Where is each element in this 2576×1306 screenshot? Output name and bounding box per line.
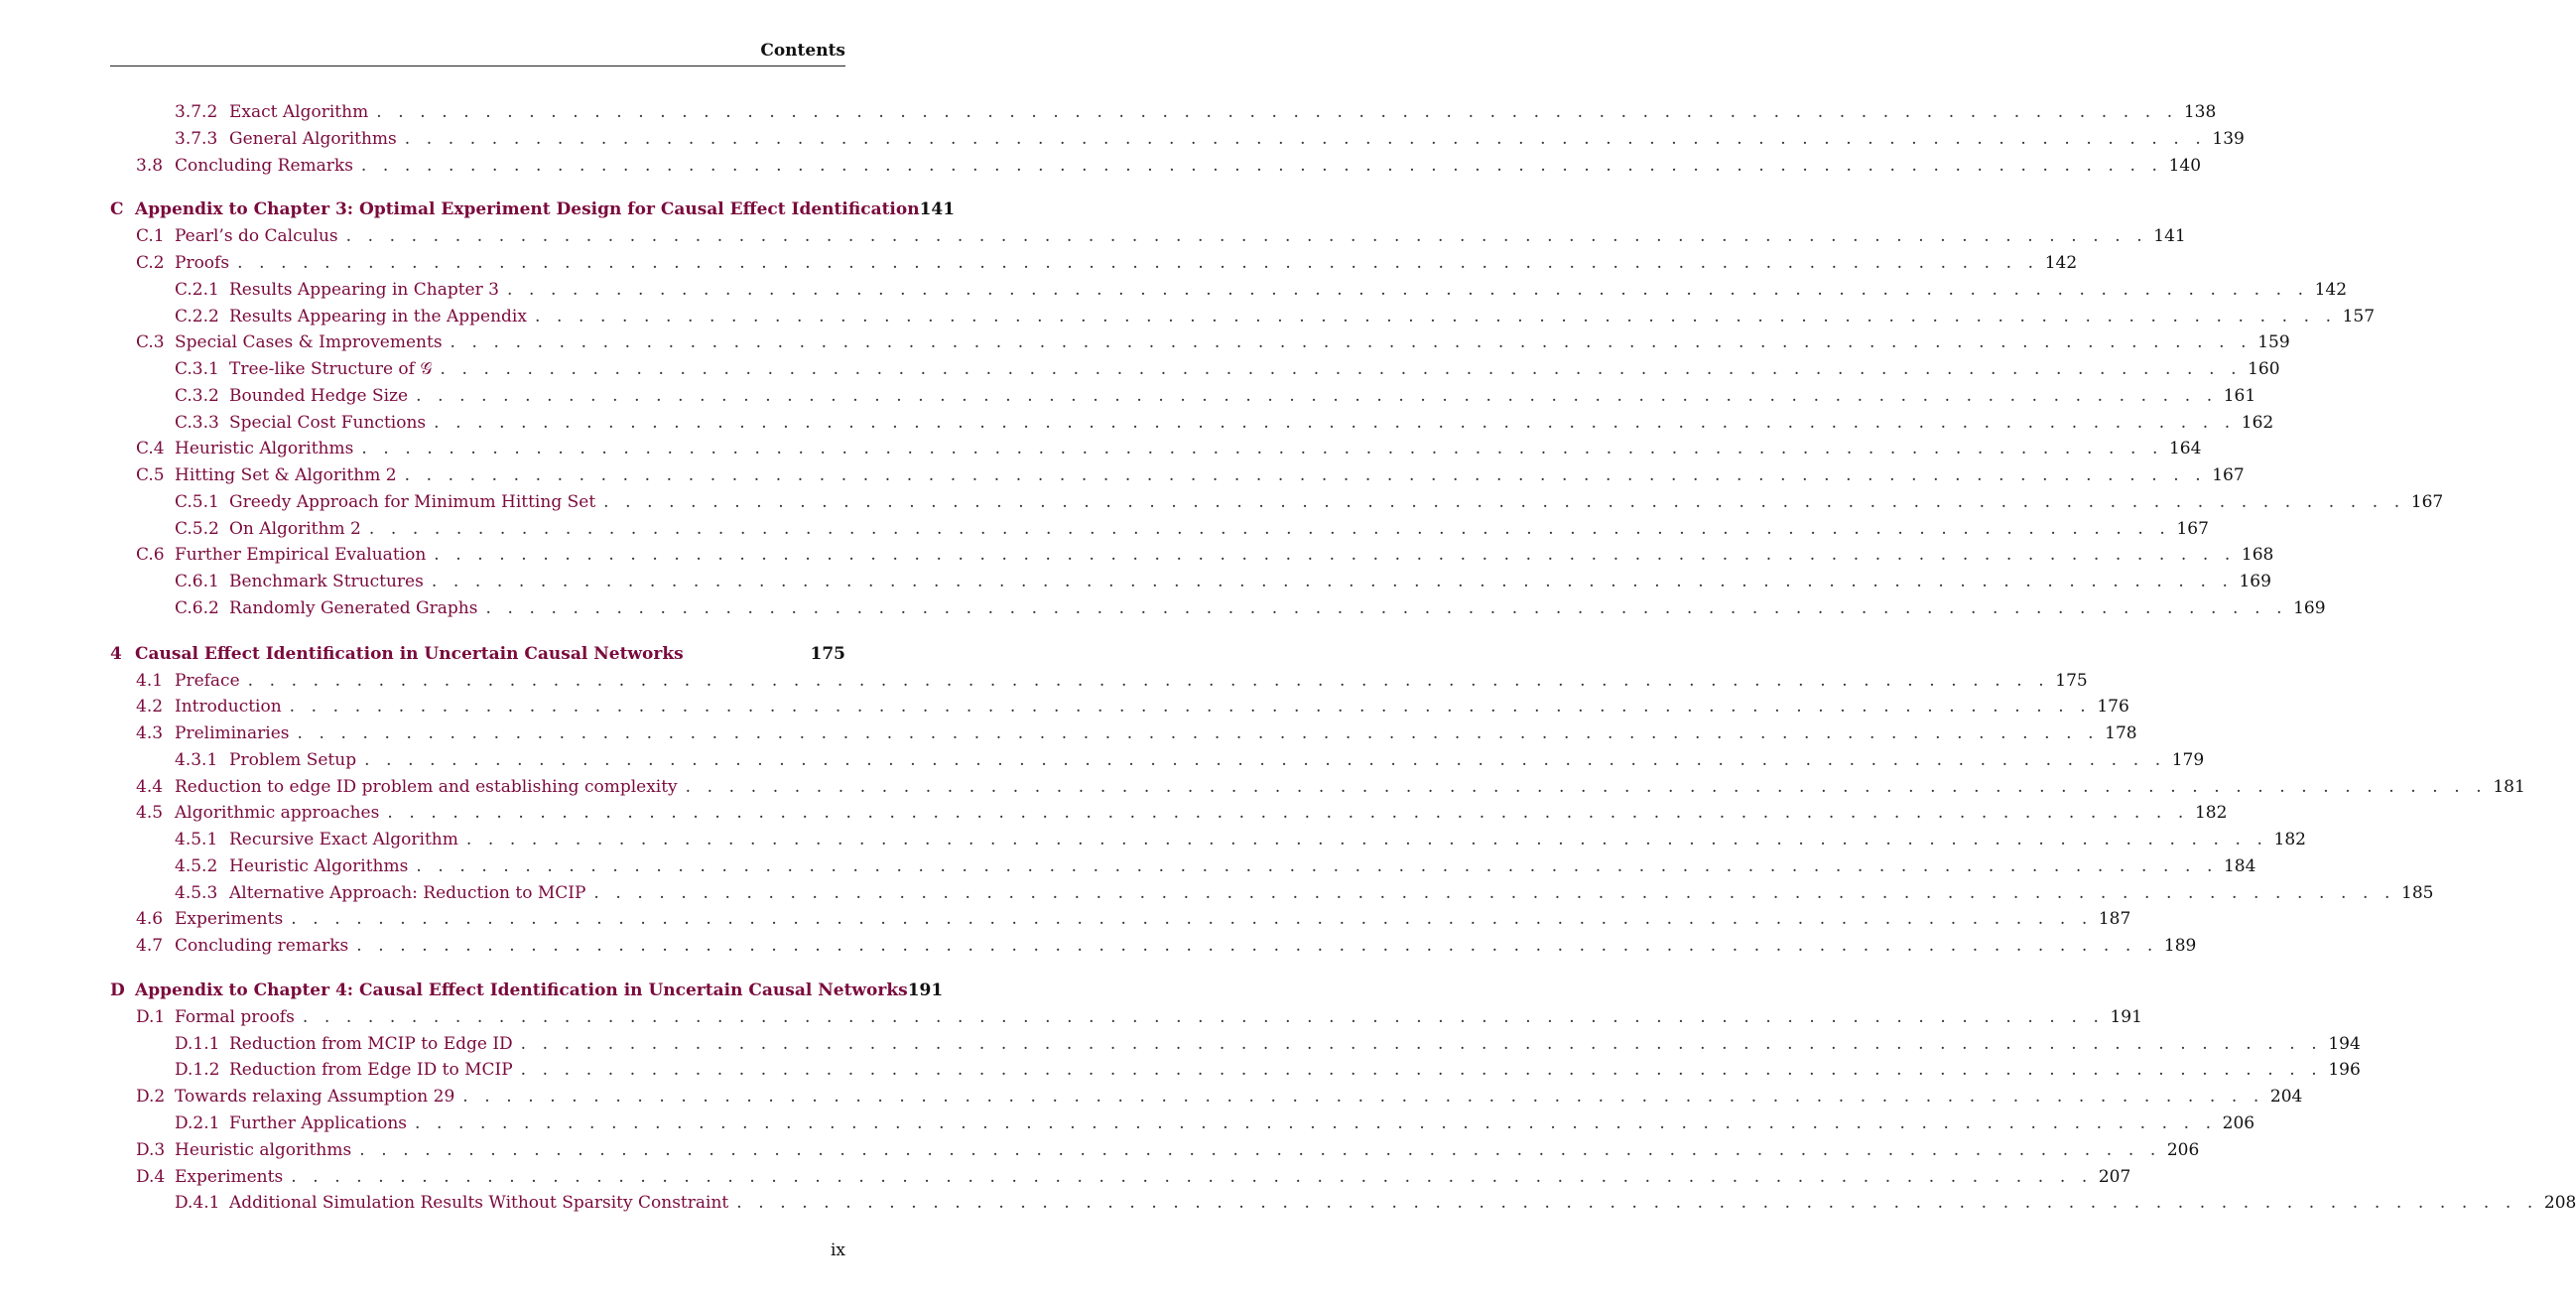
entry-page-number: 167 — [2410, 492, 2444, 512]
entry-page-number: 141 — [2153, 226, 2186, 246]
toc-entry[interactable] — [110, 694, 2129, 719]
entry-number: 3.8 — [136, 156, 164, 176]
entry-page-number: 206 — [2166, 1140, 2200, 1160]
entry-title[interactable]: Hitting Set & Algorithm 2 — [175, 465, 397, 485]
entry-title[interactable]: Towards relaxing Assumption 29 — [175, 1087, 455, 1107]
dot-leader: . . . . . . . . . . . . . . . . . . . . . . . . . . . . . . . . . . . . . . . . . . . . . . . . . . . . . . . . . . . . . . . . . . . . . . . . . . . . . . . . . . . — [247, 671, 2050, 691]
dot-leader: . . . . . . . . . . . . . . . . . . . . . . . . . . . . . . . . . . . . . . . . . . . . . . . . . . . . . . . . . . . . . . . . . . . . . . . . . . . . . . . . . . . — [237, 253, 2039, 273]
toc-entry[interactable] — [110, 516, 2209, 542]
toc-entry[interactable] — [110, 853, 2256, 879]
entry-title[interactable]: Causal Effect Identification in Uncertain Causal Networks — [135, 644, 684, 664]
entry-number: 4.3 — [136, 723, 164, 743]
entry-title[interactable]: Randomly Generated Graphs — [229, 598, 478, 618]
entry-page-number: 161 — [2223, 386, 2256, 406]
entry-number: 4.2 — [136, 697, 164, 717]
entry-title[interactable]: Proofs — [175, 253, 230, 273]
running-header — [110, 40, 845, 66]
dot-leader: . . . . . . . . . . . . . . . . . . . . . . . . . . . . . . . . . . . . . . . . . . . . . . . . . . . . . . . . . . . . . . . . . . . . . . . . . . . . . . . . . . . — [603, 492, 2405, 512]
entry-number: C.3.3 — [175, 413, 219, 433]
entry-page-number: 164 — [2168, 439, 2202, 458]
toc-entry[interactable] — [110, 383, 2256, 409]
entry-number: C.5.2 — [175, 519, 219, 539]
entry-number: C.4 — [136, 439, 165, 458]
dot-leader: . . . . . . . . . . . . . . . . . . . . . . . . . . . . . . . . . . . . . . . . . . . . . . . . . . . . . . . . . . . . . . . . . . . . . . . . . . . . . . . . . . . — [404, 129, 2207, 149]
entry-title[interactable]: Problem Setup — [229, 750, 357, 770]
entry-page-number: 167 — [2212, 465, 2245, 485]
toc-entry[interactable] — [110, 774, 2525, 800]
toc-entry[interactable] — [110, 827, 2306, 852]
dot-leader: . . . . . . . . . . . . . . . . . . . . . . . . . . . . . . . . . . . . . . . . . . . . . . . . . . . . . . . . . . . . . . . . . . . . . . . . . . . . . . . . . . . — [345, 226, 2148, 246]
entry-title[interactable]: Reduction from MCIP to Edge ID — [229, 1034, 513, 1054]
dot-leader: . . . . . . . . . . . . . . . . . . . . . . . . . . . . . . . . . . . . . . . . . . . . . . . . . . . . . . . . . . . . . . . . . . . . . . . . . . . . . . . . . . . — [520, 1034, 2323, 1054]
entry-title[interactable]: Algorithmic approaches — [175, 803, 380, 823]
dot-leader: . . . . . . . . . . . . . . . . . . . . . . . . . . . . . . . . . . . . . . . . . . . . . . . . . . . . . . . . . . . . . . . . . . . . . . . . . . . . . . . . . . . — [364, 750, 2166, 770]
dot-leader: . . . . . . . . . . . . . . . . . . . . . . . . . . . . . . . . . . . . . . . . . . . . . . . . . . . . . . . . . . . . . . . . . . . . . . . . . . . . . . . . . . . — [450, 332, 2253, 352]
entry-page-number: 207 — [2098, 1167, 2131, 1187]
entry-number: D.4 — [136, 1167, 166, 1187]
entry-number: C.1 — [136, 226, 165, 246]
entry-page-number: 208 — [2543, 1193, 2576, 1213]
entry-number: D.2 — [136, 1087, 166, 1107]
entry-page-number: 181 — [2493, 777, 2525, 797]
entry-page-number: 175 — [810, 644, 845, 664]
entry-page-number: 159 — [2257, 332, 2290, 352]
toc-entry[interactable] — [110, 1190, 2576, 1216]
entry-page-number: 196 — [2328, 1060, 2361, 1080]
toc-entry[interactable] — [110, 800, 2228, 826]
toc-entry[interactable] — [110, 126, 2245, 152]
page-number: ix — [830, 1241, 845, 1260]
entry-title[interactable]: Preface — [175, 671, 240, 691]
dot-leader: . . . . . . . . . . . . . . . . . . . . . . . . . . . . . . . . . . . . . . . . . . . . . . . . . . . . . . . . . . . . . . . . . . . . . . . . . . . . . . . . . . . — [289, 697, 2092, 717]
entry-title[interactable]: Appendix to Chapter 4: Causal Effect Identification in Uncertain Causal Networks — [135, 980, 908, 1000]
dot-leader: . . . . . . . . . . . . . . . . . . . . . . . . . . . . . . . . . . . . . . . . . . . . . . . . . . . . . . . . . . . . . . . . . . . . . . . . . . . . . . . . . . . — [297, 723, 2100, 743]
entry-number: C — [110, 199, 124, 219]
toc-entry[interactable] — [110, 1031, 2361, 1057]
toc-entry[interactable] — [110, 720, 2137, 746]
toc-entry[interactable] — [110, 906, 2131, 932]
entry-page-number: 184 — [2223, 856, 2256, 876]
entry-number: 3.7.2 — [175, 102, 218, 122]
toc-entry[interactable] — [110, 99, 2217, 125]
dot-leader: . . . . . . . . . . . . . . . . . . . . . . . . . . . . . . . . . . . . . . . . . . . . . . . . . . . . . . . . . . . . . . . . . . . . . . . . . . . . . . . . . . . — [291, 1167, 2093, 1187]
toc-entry[interactable] — [110, 595, 2326, 621]
entry-page-number: 139 — [2212, 129, 2245, 149]
dot-leader: . . . . . . . . . . . . . . . . . . . . . . . . . . . . . . . . . . . . . . . . . . . . . . . . . . . . . . . . . . . . . . . . . . . . . . . . . . . . . . . . . . . — [465, 830, 2268, 849]
entry-number: 4.7 — [136, 936, 164, 956]
toc-entry[interactable] — [110, 356, 2280, 382]
entry-number: D.4.1 — [175, 1193, 220, 1213]
entry-title[interactable]: Results Appearing in Chapter 3 — [229, 280, 499, 300]
entry-title[interactable]: Alternative Approach: Reduction to MCIP — [229, 883, 586, 903]
entry-number: 4.5.3 — [175, 883, 218, 903]
dot-leader: . . . . . . . . . . . . . . . . . . . . . . . . . . . . . . . . . . . . . . . . . . . . . . . . . . . . . . . . . . . . . . . . . . . . . . . . . . . . . . . . . . . — [434, 413, 2236, 433]
entry-title[interactable]: Heuristic algorithms — [175, 1140, 352, 1160]
toc-entry[interactable] — [110, 153, 2202, 179]
entry-page-number: 189 — [2163, 936, 2197, 956]
entry-number: C.2.1 — [175, 280, 219, 300]
entry-page-number: 182 — [2273, 830, 2306, 849]
dot-leader: . . . . . . . . . . . . . . . . . . . . . . . . . . . . . . . . . . . . . . . . . . . . . . . . . . . . . . . . . . . . . . . . . . . . . . . . . . . . . . . . . . . — [593, 883, 2396, 903]
entry-page-number: 157 — [2342, 307, 2376, 326]
entry-number: C.6.2 — [175, 598, 219, 618]
entry-page-number: 179 — [2171, 750, 2205, 770]
entry-page-number: 169 — [2239, 572, 2271, 591]
entry-title[interactable]: Appendix to Chapter 3: Optimal Experiment Design for Causal Effect Identification — [135, 199, 920, 219]
toc-entry[interactable] — [110, 668, 2088, 694]
dot-leader: . . . . . . . . . . . . . . . . . . . . . . . . . . . . . . . . . . . . . . . . . . . . . . . . . . . . . . . . . . . . . . . . . . . . . . . . . . . . . . . . . . . — [404, 465, 2207, 485]
entry-page-number: 167 — [2176, 519, 2209, 539]
toc-entry[interactable] — [110, 747, 2205, 773]
toc-entry[interactable] — [110, 329, 2290, 355]
dot-leader: . . . . . . . . . . . . . . . . . . . . . . . . . . . . . . . . . . . . . . . . . . . . . . . . . . . . . . . . . . . . . . . . . . . . . . . . . . . . . . . . . . . — [431, 572, 2234, 591]
entry-title[interactable]: Experiments — [175, 1167, 284, 1187]
dot-leader: . . . . . . . . . . . . . . . . . . . . . . . . . . . . . . . . . . . . . . . . . . . . . . . . . . . . . . . . . . . . . . . . . . . . . . . . . . . . . . . . . . . — [520, 1060, 2323, 1080]
entry-page-number: 160 — [2248, 359, 2280, 379]
toc-entry[interactable] — [110, 250, 2078, 276]
entry-page-number: 169 — [2293, 598, 2326, 618]
entry-title[interactable]: Preliminaries — [175, 723, 290, 743]
entry-page-number: 178 — [2105, 723, 2137, 743]
entry-number: D — [110, 980, 125, 1000]
entry-title[interactable]: Heuristic Algorithms — [175, 439, 354, 458]
toc-entry[interactable] — [110, 1057, 2361, 1083]
header-title: Contents — [760, 41, 845, 61]
dot-leader: . . . . . . . . . . . . . . . . . . . . . . . . . . . . . . . . . . . . . . . . . . . . . . . . . . . . . . . . . . . . . . . . . . . . . . . . . . . . . . . . . . . — [534, 307, 2337, 326]
entry-page-number: 142 — [2044, 253, 2078, 273]
entry-title[interactable]: Concluding Remarks — [175, 156, 353, 176]
entry-title[interactable]: Bounded Hedge Size — [229, 386, 409, 406]
entry-page-number: 194 — [2328, 1034, 2361, 1054]
entry-page-number: 185 — [2401, 883, 2434, 903]
toc-entry[interactable] — [110, 436, 2202, 461]
toc-entry[interactable] — [110, 1004, 2142, 1030]
toc-entry[interactable] — [110, 933, 2197, 959]
entry-number: C.5 — [136, 465, 165, 485]
entry-title[interactable]: Pearl’s do Calculus — [175, 226, 338, 246]
entry-title[interactable]: Reduction from Edge ID to MCIP — [229, 1060, 513, 1080]
entry-title[interactable]: Special Cost Functions — [229, 413, 427, 433]
dot-leader: . . . . . . . . . . . . . . . . . . . . . . . . . . . . . . . . . . . . . . . . . . . . . . . . . . . . . . . . . . . . . . . . . . . . . . . . . . . . . . . . . . . — [506, 280, 2309, 300]
entry-page-number: 141 — [919, 199, 956, 219]
entry-title[interactable]: Experiments — [175, 909, 284, 929]
dot-leader: . . . . . . . . . . . . . . . . . . . . . . . . . . . . . . . . . . . . . . . . . . . . . . . . . . . . . . . . . . . . . . . . . . . . . . . . . . . . . . . . . . . — [434, 545, 2236, 565]
dot-leader: . . . . . . . . . . . . . . . . . . . . . . . . . . . . . . . . . . . . . . . . . . . . . . . . . . . . . . . . . . . . . . . . . . . . . . . . . . . . . . . . . . . — [440, 359, 2243, 379]
toc-chapter-entry[interactable] — [110, 978, 944, 1003]
entry-title[interactable]: On Algorithm 2 — [229, 519, 361, 539]
entry-title[interactable]: General Algorithms — [229, 129, 397, 149]
toc-entry[interactable] — [110, 1137, 2200, 1163]
entry-page-number: 138 — [2183, 102, 2217, 122]
entry-number: 4.5.2 — [175, 856, 218, 876]
toc-entry[interactable] — [110, 489, 2444, 515]
toc-entry[interactable] — [110, 462, 2245, 488]
toc-entry[interactable] — [110, 880, 2434, 906]
entry-number: D.1.2 — [175, 1060, 220, 1080]
entry-title[interactable]: Recursive Exact Algorithm — [229, 830, 458, 849]
entry-title[interactable]: Greedy Approach for Minimum Hitting Set — [229, 492, 596, 512]
dot-leader: . . . . . . . . . . . . . . . . . . . . . . . . . . . . . . . . . . . . . . . . . . . . . . . . . . . . . . . . . . . . . . . . . . . . . . . . . . . . . . . . . . . — [462, 1087, 2264, 1107]
dot-leader: . . . . . . . . . . . . . . . . . . . . . . . . . . . . . . . . . . . . . . . . . . . . . . . . . . . . . . . . . . . . . . . . . . . . . . . . . . . . . . . . . . . — [368, 519, 2171, 539]
dot-leader: . . . . . . . . . . . . . . . . . . . . . . . . . . . . . . . . . . . . . . . . . . . . . . . . . . . . . . . . . . . . . . . . . . . . . . . . . . . . . . . . . . . — [360, 156, 2163, 176]
entry-page-number: 175 — [2055, 671, 2088, 691]
entry-page-number: 162 — [2241, 413, 2274, 433]
entry-number: 4.6 — [136, 909, 164, 929]
entry-page-number: 204 — [2269, 1087, 2303, 1107]
entry-title[interactable]: Heuristic Algorithms — [229, 856, 409, 876]
entry-title[interactable]: Benchmark Structures — [229, 572, 424, 591]
dot-leader: . . . . . . . . . . . . . . . . . . . . . . . . . . . . . . . . . . . . . . . . . . . . . . . . . . . . . . . . . . . . . . . . . . . . . . . . . . . . . . . . . . . — [361, 439, 2163, 458]
entry-number: C.3 — [136, 332, 165, 352]
entry-number: 4.5.1 — [175, 830, 218, 849]
toc-entry[interactable] — [110, 1164, 2131, 1190]
entry-title[interactable]: Further Applications — [229, 1113, 407, 1133]
entry-number: 4.5 — [136, 803, 164, 823]
entry-number: D.2.1 — [175, 1113, 220, 1133]
dot-leader: . . . . . . . . . . . . . . . . . . . . . . . . . . . . . . . . . . . . . . . . . . . . . . . . . . . . . . . . . . . . . . . . . . . . . . . . . . . . . . . . . . . — [416, 856, 2218, 876]
entry-title[interactable]: Tree-like Structure of 𝒢 — [229, 359, 433, 379]
toc-chapter-entry[interactable] — [110, 641, 845, 667]
entry-title[interactable]: Concluding remarks — [175, 936, 349, 956]
entry-page-number: 140 — [2168, 156, 2202, 176]
entry-page-number: 191 — [2110, 1007, 2142, 1027]
toc-entry[interactable] — [110, 410, 2274, 436]
entry-page-number: 182 — [2194, 803, 2228, 823]
dot-leader: . . . . . . . . . . . . . . . . . . . . . . . . . . . . . . . . . . . . . . . . . . . . . . . . . . . . . . . . . . . . . . . . . . . . . . . . . . . . . . . . . . . — [376, 102, 2178, 122]
entry-number: C.5.1 — [175, 492, 219, 512]
entry-number: C.6 — [136, 545, 165, 565]
entry-number: C.2 — [136, 253, 165, 273]
entry-number: 4.1 — [136, 671, 164, 691]
toc-entry[interactable] — [110, 1110, 2255, 1136]
entry-page-number: 168 — [2241, 545, 2274, 565]
toc-entry[interactable] — [110, 304, 2376, 329]
entry-title[interactable]: Additional Simulation Results Without Sparsity Constraint — [229, 1193, 729, 1213]
dot-leader: . . . . . . . . . . . . . . . . . . . . . . . . . . . . . . . . . . . . . . . . . . . . . . . . . . . . . . . . . . . . . . . . . . . . . . . . . . . . . . . . . . . — [359, 1140, 2161, 1160]
entry-number: 4.4 — [136, 777, 164, 797]
entry-number: C.6.1 — [175, 572, 219, 591]
dot-leader: . . . . . . . . . . . . . . . . . . . . . . . . . . . . . . . . . . . . . . . . . . . . . . . . . . . . . . . . . . . . . . . . . . . . . . . . . . . . . . . . . . . — [415, 1113, 2217, 1133]
toc-entry[interactable] — [110, 1084, 2303, 1110]
toc-entry[interactable] — [110, 223, 2186, 249]
entry-number: D.1.1 — [175, 1034, 220, 1054]
dot-leader: . . . . . . . . . . . . . . . . . . . . . . . . . . . . . . . . . . . . . . . . . . . . . . . . . . . . . . . . . . . . . . . . . . . . . . . . . . . . . . . . . . . — [736, 1193, 2538, 1213]
entry-number: 4 — [110, 644, 122, 664]
dot-leader: . . . . . . . . . . . . . . . . . . . . . . . . . . . . . . . . . . . . . . . . . . . . . . . . . . . . . . . . . . . . . . . . . . . . . . . . . . . . . . . . . . . — [685, 777, 2488, 797]
entry-title[interactable]: Further Empirical Evaluation — [175, 545, 427, 565]
dot-leader: . . . . . . . . . . . . . . . . . . . . . . . . . . . . . . . . . . . . . . . . . . . . . . . . . . . . . . . . . . . . . . . . . . . . . . . . . . . . . . . . . . . — [485, 598, 2288, 618]
entry-page-number: 187 — [2098, 909, 2131, 929]
entry-page-number: 142 — [2314, 280, 2348, 300]
toc-entry[interactable] — [110, 542, 2274, 568]
entry-number: C.2.2 — [175, 307, 219, 326]
entry-title[interactable]: Results Appearing in the Appendix — [229, 307, 527, 326]
toc-chapter-entry[interactable] — [110, 196, 956, 222]
entry-number: 3.7.3 — [175, 129, 218, 149]
entry-page-number: 176 — [2097, 697, 2129, 717]
toc-entry[interactable] — [110, 277, 2348, 303]
entry-page-number: 191 — [907, 980, 944, 1000]
dot-leader: . . . . . . . . . . . . . . . . . . . . . . . . . . . . . . . . . . . . . . . . . . . . . . . . . . . . . . . . . . . . . . . . . . . . . . . . . . . . . . . . . . . — [387, 803, 2189, 823]
dot-leader: . . . . . . . . . . . . . . . . . . . . . . . . . . . . . . . . . . . . . . . . . . . . . . . . . . . . . . . . . . . . . . . . . . . . . . . . . . . . . . . . . . . — [416, 386, 2218, 406]
entry-title[interactable]: Reduction to edge ID problem and establishing complexity — [175, 777, 678, 797]
entry-title[interactable]: Introduction — [175, 697, 282, 717]
entry-number: C.3.1 — [175, 359, 219, 379]
entry-number: C.3.2 — [175, 386, 219, 406]
entry-title[interactable]: Formal proofs — [175, 1007, 295, 1027]
entry-title[interactable]: Special Cases & Improvements — [175, 332, 443, 352]
dot-leader: . . . . . . . . . . . . . . . . . . . . . . . . . . . . . . . . . . . . . . . . . . . . . . . . . . . . . . . . . . . . . . . . . . . . . . . . . . . . . . . . . . . — [302, 1007, 2105, 1027]
dot-leader: . . . . . . . . . . . . . . . . . . . . . . . . . . . . . . . . . . . . . . . . . . . . . . . . . . . . . . . . . . . . . . . . . . . . . . . . . . . . . . . . . . . — [291, 909, 2093, 929]
dot-leader: . . . . . . . . . . . . . . . . . . . . . . . . . . . . . . . . . . . . . . . . . . . . . . . . . . . . . . . . . . . . . . . . . . . . . . . . . . . . . . . . . . . — [356, 936, 2158, 956]
entry-title[interactable]: Exact Algorithm — [229, 102, 369, 122]
toc-entry[interactable] — [110, 569, 2271, 594]
entry-number: 4.3.1 — [175, 750, 218, 770]
entry-page-number: 206 — [2222, 1113, 2255, 1133]
entry-number: D.3 — [136, 1140, 166, 1160]
entry-number: D.1 — [136, 1007, 166, 1027]
